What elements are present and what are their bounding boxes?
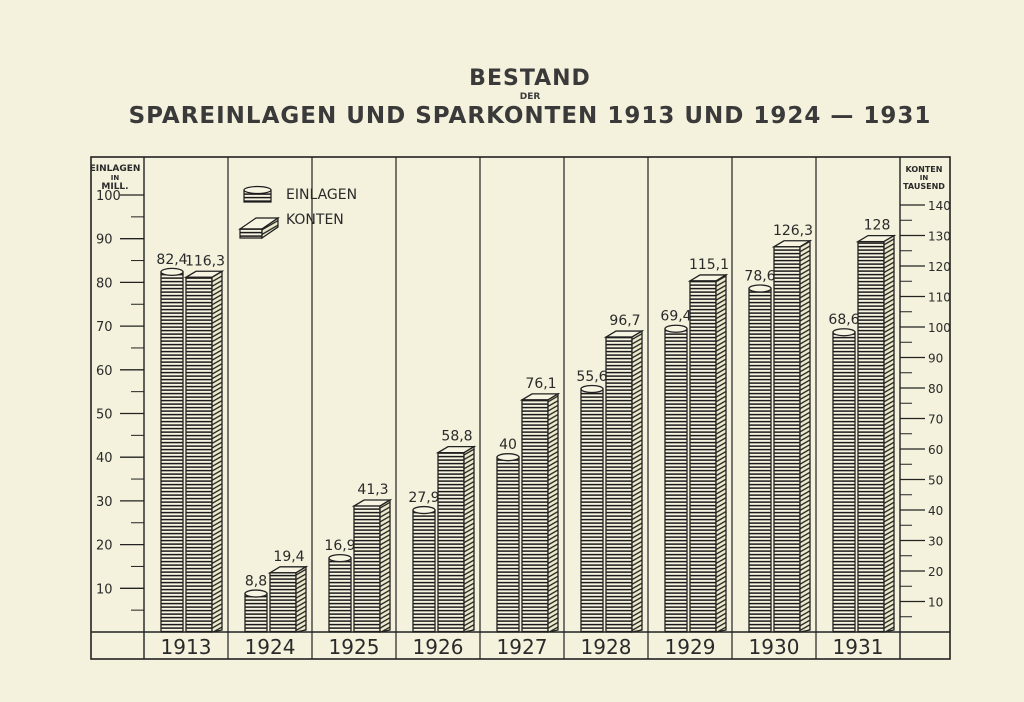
chart-title-line2: DER [519, 92, 541, 102]
bar-einlagen-cap [161, 268, 183, 275]
right-tick-label-20: 20 [928, 565, 944, 579]
left-tick-label-80: 80 [96, 276, 113, 292]
bar-konten-1930 [774, 241, 810, 632]
right-tick-label-130: 130 [928, 229, 951, 244]
bar-konten-1931 [858, 236, 894, 632]
bar-einlagen-body [413, 510, 435, 632]
bar-konten-front [270, 573, 296, 632]
left-axis-title-line2: IN [110, 174, 120, 182]
data-label-einlagen-1927: 40 [499, 437, 517, 454]
data-label-einlagen-1928: 55,6 [576, 369, 608, 386]
bars-group [161, 236, 894, 632]
left-tick-label-60: 60 [96, 363, 113, 379]
bar-einlagen-cap [413, 507, 435, 514]
bar-konten-1924 [270, 567, 306, 632]
right-tick-label-140: 140 [928, 199, 951, 213]
left-tick-label-90: 90 [96, 232, 113, 248]
right-axis-title-line2: IN [919, 174, 929, 182]
bar-konten-side [884, 236, 894, 632]
data-label-konten-1929: 115,1 [688, 256, 730, 273]
right-tick-label-30: 30 [928, 534, 944, 549]
bar-einlagen-body [749, 289, 771, 632]
bar-konten-side [548, 394, 558, 632]
bar-einlagen-1924 [245, 590, 267, 632]
legend-einlagen-label: EINLAGEN [286, 187, 358, 203]
bar-einlagen-body [665, 329, 687, 632]
data-label-einlagen-1929: 69,4 [660, 308, 692, 325]
bar-einlagen-cap [581, 386, 603, 393]
bar-einlagen-body [581, 389, 603, 632]
data-label-konten-1924: 19,4 [273, 548, 305, 565]
left-tick-label-30: 30 [96, 494, 113, 510]
bar-konten-1926 [438, 447, 474, 632]
bar-einlagen-body [329, 558, 351, 632]
bar-einlagen-body [161, 272, 183, 632]
bar-einlagen-1931 [833, 329, 855, 632]
bar-einlagen-1927 [497, 454, 519, 632]
data-label-einlagen-1913: 82,4 [156, 251, 188, 268]
bar-einlagen-cap [665, 325, 687, 332]
bar-konten-side [716, 275, 726, 632]
bar-konten-front [774, 247, 800, 632]
bar-konten-1927 [522, 394, 558, 632]
bar-konten-side [464, 447, 474, 632]
year-label-1925: 1925 [328, 635, 380, 659]
left-tick-label-20: 20 [96, 538, 113, 554]
right-tick-label-50: 50 [928, 473, 944, 488]
year-label-1928: 1928 [580, 635, 632, 659]
bar-einlagen-cap [245, 590, 267, 597]
right-tick-label-110: 110 [928, 290, 951, 305]
left-tick-label-40: 40 [96, 451, 113, 467]
left-tick-label-50: 50 [96, 407, 113, 423]
bar-einlagen-1929 [665, 325, 687, 632]
right-tick-label-70: 70 [928, 412, 944, 427]
year-label-1913: 1913 [160, 635, 212, 659]
bar-einlagen-cap [833, 329, 855, 336]
year-label-1926: 1926 [412, 635, 464, 659]
bar-einlagen-1926 [413, 507, 435, 632]
bar-einlagen-1930 [749, 285, 771, 632]
bar-einlagen-1928 [581, 386, 603, 632]
bar-einlagen-body [833, 332, 855, 632]
bar-konten-front [354, 506, 380, 632]
year-label-1927: 1927 [496, 635, 548, 659]
data-label-einlagen-1926: 27,9 [408, 490, 440, 507]
bar-konten-front [606, 337, 632, 632]
right-tick-label-60: 60 [928, 443, 944, 457]
bar-konten-side [800, 241, 810, 632]
bar-konten-side [632, 331, 642, 632]
right-tick-label-90: 90 [928, 351, 944, 366]
bar-konten-side [296, 567, 306, 632]
bar-konten-1929 [690, 275, 726, 632]
data-label-einlagen-1925: 16,9 [324, 538, 356, 555]
bar-einlagen-cap [749, 285, 771, 292]
data-label-konten-1931: 128 [863, 217, 891, 234]
bar-einlagen-1925 [329, 555, 351, 632]
legend-konten-icon [240, 218, 278, 238]
data-label-einlagen-1924: 8,8 [244, 573, 268, 590]
bar-konten-side [212, 271, 222, 632]
year-label-1930: 1930 [748, 635, 800, 659]
bar-einlagen-1913 [161, 268, 183, 632]
data-label-konten-1930: 126,3 [772, 222, 814, 239]
data-label-einlagen-1930: 78,6 [744, 268, 776, 285]
bar-konten-front [858, 242, 884, 632]
legend-einlagen-icon [244, 187, 271, 203]
right-axis-title-line1: KONTEN [905, 165, 943, 174]
year-label-1924: 1924 [244, 635, 296, 659]
left-axis-title-line1: EINLAGEN [89, 164, 141, 174]
data-label-konten-1928: 96,7 [609, 313, 641, 330]
left-axis-title [90, 164, 141, 192]
bar-einlagen-body [245, 594, 267, 632]
bar-einlagen-cap [497, 454, 519, 461]
bar-einlagen-cap [329, 555, 351, 562]
right-tick-label-10: 10 [928, 595, 944, 610]
bar-konten-1925 [354, 500, 390, 632]
bar-konten-1928 [606, 331, 642, 632]
left-tick-label-10: 10 [96, 582, 113, 598]
right-axis-title [903, 165, 945, 191]
bar-konten-front [438, 453, 464, 632]
chart-title-line1: BESTAND [469, 66, 591, 91]
right-tick-label-40: 40 [928, 504, 944, 518]
bar-konten-front [690, 281, 716, 632]
right-axis-title-line3: TAUSEND [903, 182, 945, 191]
bar-konten-1913 [186, 271, 222, 632]
right-tick-label-80: 80 [928, 382, 944, 396]
data-label-konten-1913: 116,3 [184, 253, 226, 270]
left-tick-label-70: 70 [96, 320, 113, 336]
legend-konten-label: KONTEN [286, 212, 344, 228]
data-label-konten-1927: 76,1 [525, 375, 557, 392]
left-axis-title-line3: MILL. [101, 182, 129, 192]
data-label-einlagen-1931: 68,6 [828, 312, 860, 329]
year-label-1931: 1931 [832, 635, 884, 659]
right-tick-label-120: 120 [928, 260, 951, 274]
left-tick-label-100: 100 [96, 189, 121, 204]
data-label-konten-1925: 41,3 [357, 482, 389, 499]
data-label-konten-1926: 58,8 [441, 428, 473, 445]
chart-title-line3: SPAREINLAGEN UND SPARKONTEN 1913 UND 1924 — 1931 [128, 103, 932, 129]
bar-einlagen-body [497, 457, 519, 632]
right-tick-label-100: 100 [928, 321, 951, 335]
legend [240, 187, 357, 239]
bar-konten-side [380, 500, 390, 632]
year-label-1929: 1929 [664, 635, 716, 659]
bar-konten-front [186, 277, 212, 632]
bar-konten-front [522, 400, 548, 632]
